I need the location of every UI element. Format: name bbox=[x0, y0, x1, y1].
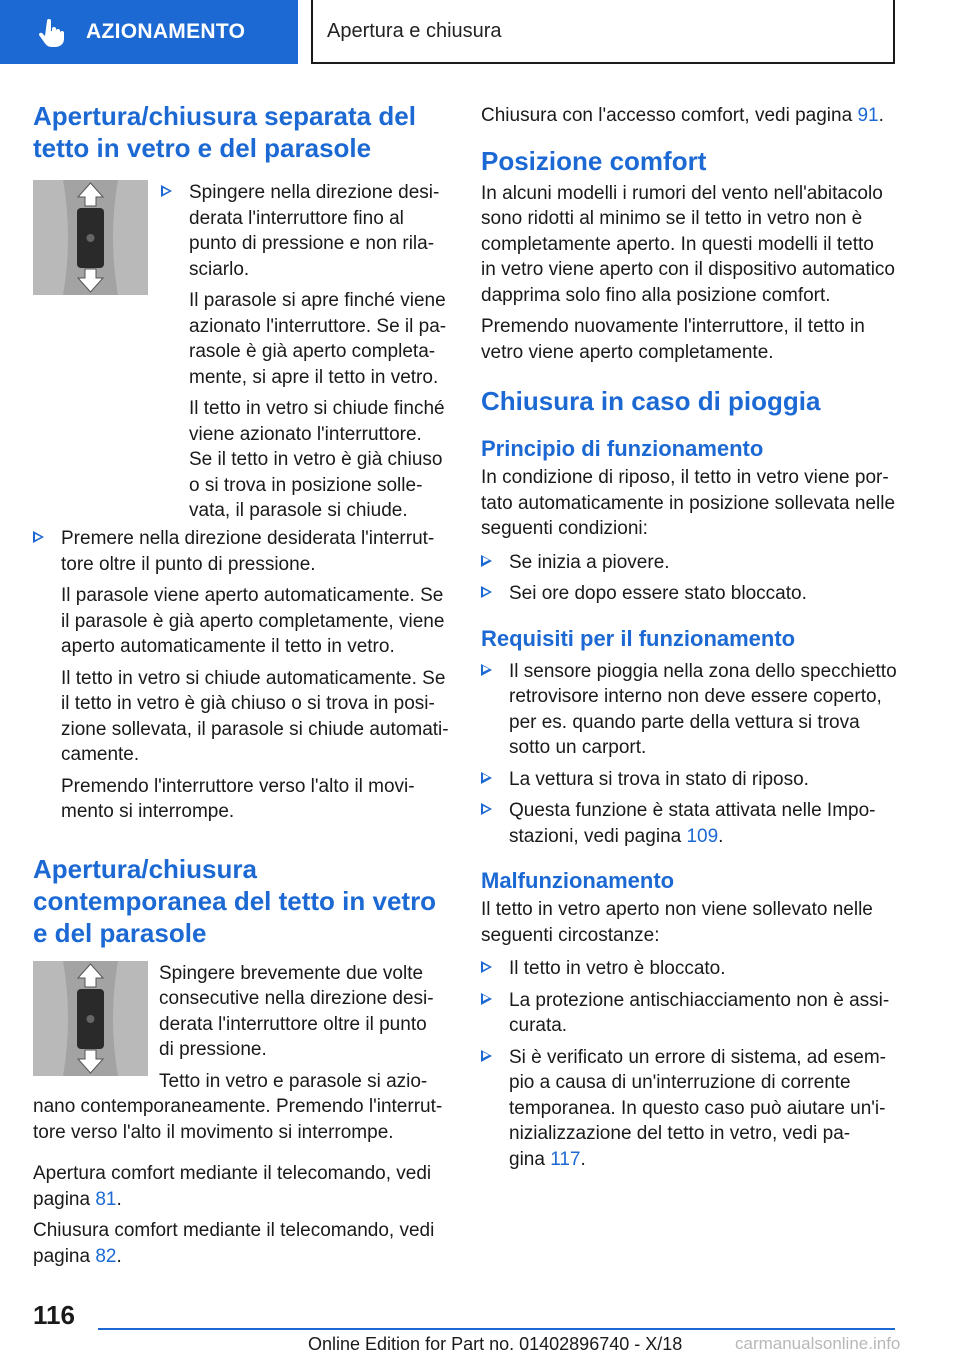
text-line: stazioni, vedi pagina 109. bbox=[509, 825, 724, 847]
heading-malfunction: Malfunzionamento bbox=[481, 868, 675, 893]
bullet-item bbox=[481, 1045, 899, 1173]
bullet-item bbox=[481, 581, 899, 607]
text-line: temporanea. In questo caso può aiutare un'i- bbox=[509, 1097, 886, 1119]
text-line: azionato l'interruttore. Se il pa- bbox=[189, 315, 447, 337]
watermark: carmanualsonline.info bbox=[735, 1334, 901, 1353]
text-line: Spingere brevemente due volte bbox=[159, 962, 424, 984]
bullet-item bbox=[481, 988, 899, 1039]
text-line: il parasole è già aperto completamente, viene bbox=[61, 610, 445, 632]
section-title: AZIONAMENTO bbox=[86, 20, 246, 43]
text-line: Il parasole si apre finché viene bbox=[189, 290, 446, 311]
text-line: Se il tetto in vetro è già chiuso bbox=[189, 449, 443, 470]
roof-switch-illustration bbox=[33, 961, 148, 1076]
text-line: in vetro viene aperto con il dispositivo automatico bbox=[481, 259, 896, 280]
footer-divider bbox=[98, 1328, 895, 1330]
text-line: consecutive nella direzione desi- bbox=[159, 988, 434, 1009]
text-line: retrovisore interno non deve essere coperto, bbox=[509, 686, 882, 707]
text-line: vata, il parasole si chiude. bbox=[189, 500, 408, 521]
heading-line: contemporanea del tetto in vetro bbox=[33, 885, 437, 916]
text-line: Il sensore pioggia nella zona dello specchietto bbox=[509, 660, 897, 682]
text-line: vetro viene aperto completamente. bbox=[481, 341, 774, 363]
text-line: Premendo l'interruttore verso l'alto il movi- bbox=[61, 775, 415, 797]
text-line: il tetto in vetro è già chiuso o si trova in posi- bbox=[61, 693, 435, 714]
bullet-triangle-icon bbox=[481, 586, 492, 598]
text-line: In condizione di riposo, il tetto in vetro viene por- bbox=[481, 467, 889, 488]
switch-image bbox=[33, 961, 148, 1076]
text-line: tore verso l'alto il movimento si interrompe. bbox=[33, 1121, 394, 1143]
text-line: pio a causa di un'interruzione di corrente bbox=[509, 1072, 851, 1093]
text-line: Sei ore dopo essere stato bloccato. bbox=[509, 583, 807, 604]
left-column bbox=[33, 100, 449, 1269]
text-line: rasole è già aperto completa- bbox=[189, 341, 436, 362]
text-line: seguenti circostanze: bbox=[481, 924, 660, 946]
page-link-91[interactable]: 91 bbox=[857, 105, 879, 126]
heading-line: e del parasole bbox=[33, 917, 207, 948]
text-line: Il tetto in vetro si chiude finché bbox=[189, 398, 445, 419]
topic-header bbox=[311, 0, 895, 64]
bullet-item bbox=[481, 956, 899, 982]
right-column bbox=[481, 103, 899, 1172]
hand-pointer-icon bbox=[38, 18, 66, 48]
text-span: pagina bbox=[33, 1188, 91, 1210]
heading-simultaneous bbox=[33, 853, 449, 949]
section-tab[interactable] bbox=[0, 0, 298, 64]
heading-comfort-position: Posizione comfort bbox=[481, 145, 707, 176]
text-line: Chiusura con l'accesso comfort, vedi pagina 91. bbox=[481, 105, 884, 126]
text-line: Il tetto in vetro si chiude automaticamente. Se bbox=[61, 667, 446, 689]
text-line: Si è verificato un errore di sistema, ad esem- bbox=[509, 1046, 886, 1068]
text-line: pagina 82. bbox=[33, 1245, 122, 1267]
bullet-item bbox=[481, 659, 899, 761]
text-line: aperto automaticamente il tetto in vetro. bbox=[61, 636, 395, 657]
text-line: Premere nella direzione desiderata l'interrut- bbox=[61, 528, 435, 549]
text-line: seguenti condizioni: bbox=[481, 518, 648, 539]
text-line: tato automaticamente in posizione sollevata nelle bbox=[481, 492, 896, 514]
page-link-81[interactable]: 81 bbox=[95, 1188, 117, 1210]
text-line: In alcuni modelli i rumori del vento nell'abitacolo bbox=[481, 182, 883, 204]
text-line: Se inizia a piovere. bbox=[509, 551, 670, 573]
text-line: per es. quando parte della vettura si trova bbox=[509, 711, 860, 733]
heading-working-principle: Principio di funzionamento bbox=[481, 436, 764, 461]
text-line: La protezione antischiacciamento non è assi- bbox=[509, 989, 890, 1011]
bullet-item bbox=[481, 798, 899, 849]
text-line: La vettura si trova in stato di riposo. bbox=[509, 768, 809, 790]
text-line: pagina 81. bbox=[33, 1188, 122, 1210]
heading-separate-opening: Apertura/chiusura separata del tetto in vetro e del parasole bbox=[33, 101, 416, 163]
heading-rain-closing: Chiusura in caso di pioggia bbox=[481, 386, 821, 416]
heading-line: Apertura/chiusura bbox=[33, 853, 257, 884]
text-line: Apertura comfort mediante il telecomando, vedi bbox=[33, 1163, 432, 1184]
text-line: nano contemporaneamente. Premendo l'interrut- bbox=[33, 1096, 443, 1117]
text-line: Il parasole viene aperto automaticamente. Se bbox=[61, 585, 444, 606]
bullet-triangle-icon bbox=[481, 1050, 492, 1062]
text-line: Tetto in vetro e parasole si azio- bbox=[159, 1070, 428, 1092]
bullet-triangle-icon bbox=[481, 772, 492, 784]
text-line: Chiusura comfort mediante il telecomando, vedi bbox=[33, 1220, 435, 1241]
text-span: pagina bbox=[33, 1245, 91, 1267]
text-line: mente, si apre il tetto in vetro. bbox=[189, 366, 439, 388]
text-line: nizializzazione del tetto in vetro, vedi pa- bbox=[509, 1123, 851, 1144]
bullet-triangle-icon bbox=[481, 555, 492, 567]
bullet-triangle-icon bbox=[33, 531, 44, 543]
text-line: Il tetto in vetro aperto non viene sollevato nelle bbox=[481, 899, 873, 920]
page-link-82[interactable]: 82 bbox=[95, 1245, 117, 1267]
text-line: viene azionato l'interruttore. bbox=[189, 423, 422, 445]
text-line: sotto un carport. bbox=[509, 737, 647, 758]
text-line: curata. bbox=[509, 1015, 568, 1036]
bullet-triangle-icon bbox=[481, 993, 492, 1005]
bullet-triangle-icon bbox=[161, 185, 172, 197]
text-line: sono ridotti al minimo se il tetto in vetro non è bbox=[481, 208, 863, 229]
text-span: Chiusura con l'accesso comfort, vedi pagina bbox=[481, 105, 853, 126]
text-span: gina bbox=[509, 1148, 545, 1170]
page-link-117[interactable]: 117 bbox=[550, 1148, 581, 1170]
text-line: camente. bbox=[61, 744, 140, 765]
text-line: punto di pressione e non rila- bbox=[189, 233, 435, 254]
page-number: 116 bbox=[33, 1300, 75, 1330]
text-line: completamente aperto. In questi modelli il tetto bbox=[481, 233, 874, 255]
text-line: Questa funzione è stata attivata nelle Impo- bbox=[509, 800, 876, 821]
roof-switch-illustration bbox=[33, 180, 148, 295]
text-line: Premendo nuovamente l'interruttore, il tetto in bbox=[481, 316, 865, 337]
bullet-item bbox=[161, 180, 451, 524]
text-line: sciarlo. bbox=[189, 258, 250, 280]
text-line: derata l'interruttore oltre il punto bbox=[159, 1013, 427, 1035]
bullet-triangle-icon bbox=[481, 664, 492, 676]
text-line: Spingere nella direzione desi- bbox=[189, 182, 440, 203]
bullet-item bbox=[481, 550, 899, 576]
bullet-item bbox=[33, 526, 449, 825]
heading-requirements: Requisiti per il funzionamento bbox=[481, 625, 796, 651]
bullet-item bbox=[481, 767, 899, 793]
text-line: di pressione. bbox=[159, 1039, 267, 1060]
switch-image bbox=[33, 180, 148, 295]
text-line: o si trova in posizione solle- bbox=[189, 474, 423, 496]
topic-title: Apertura e chiusura bbox=[327, 20, 502, 42]
text-line: Il tetto in vetro è bloccato. bbox=[509, 958, 726, 979]
text-line: zione sollevata, il parasole si chiude automati- bbox=[61, 718, 449, 740]
text-span: stazioni, vedi pagina bbox=[509, 825, 682, 847]
bullet-triangle-icon bbox=[481, 961, 492, 973]
text-line: dapprima solo fino alla posizione comfort. bbox=[481, 284, 831, 306]
edition-text: Online Edition for Part no. 01402896740 - X/18 bbox=[308, 1334, 683, 1354]
bullet-triangle-icon bbox=[481, 803, 492, 815]
text-line: gina 117. bbox=[509, 1148, 586, 1170]
page-link-109[interactable]: 109 bbox=[686, 825, 719, 847]
text-line: mento si interrompe. bbox=[61, 801, 235, 822]
text-line: derata l'interruttore fino al bbox=[189, 207, 404, 229]
text-line: tore oltre il punto di pressione. bbox=[61, 553, 316, 575]
